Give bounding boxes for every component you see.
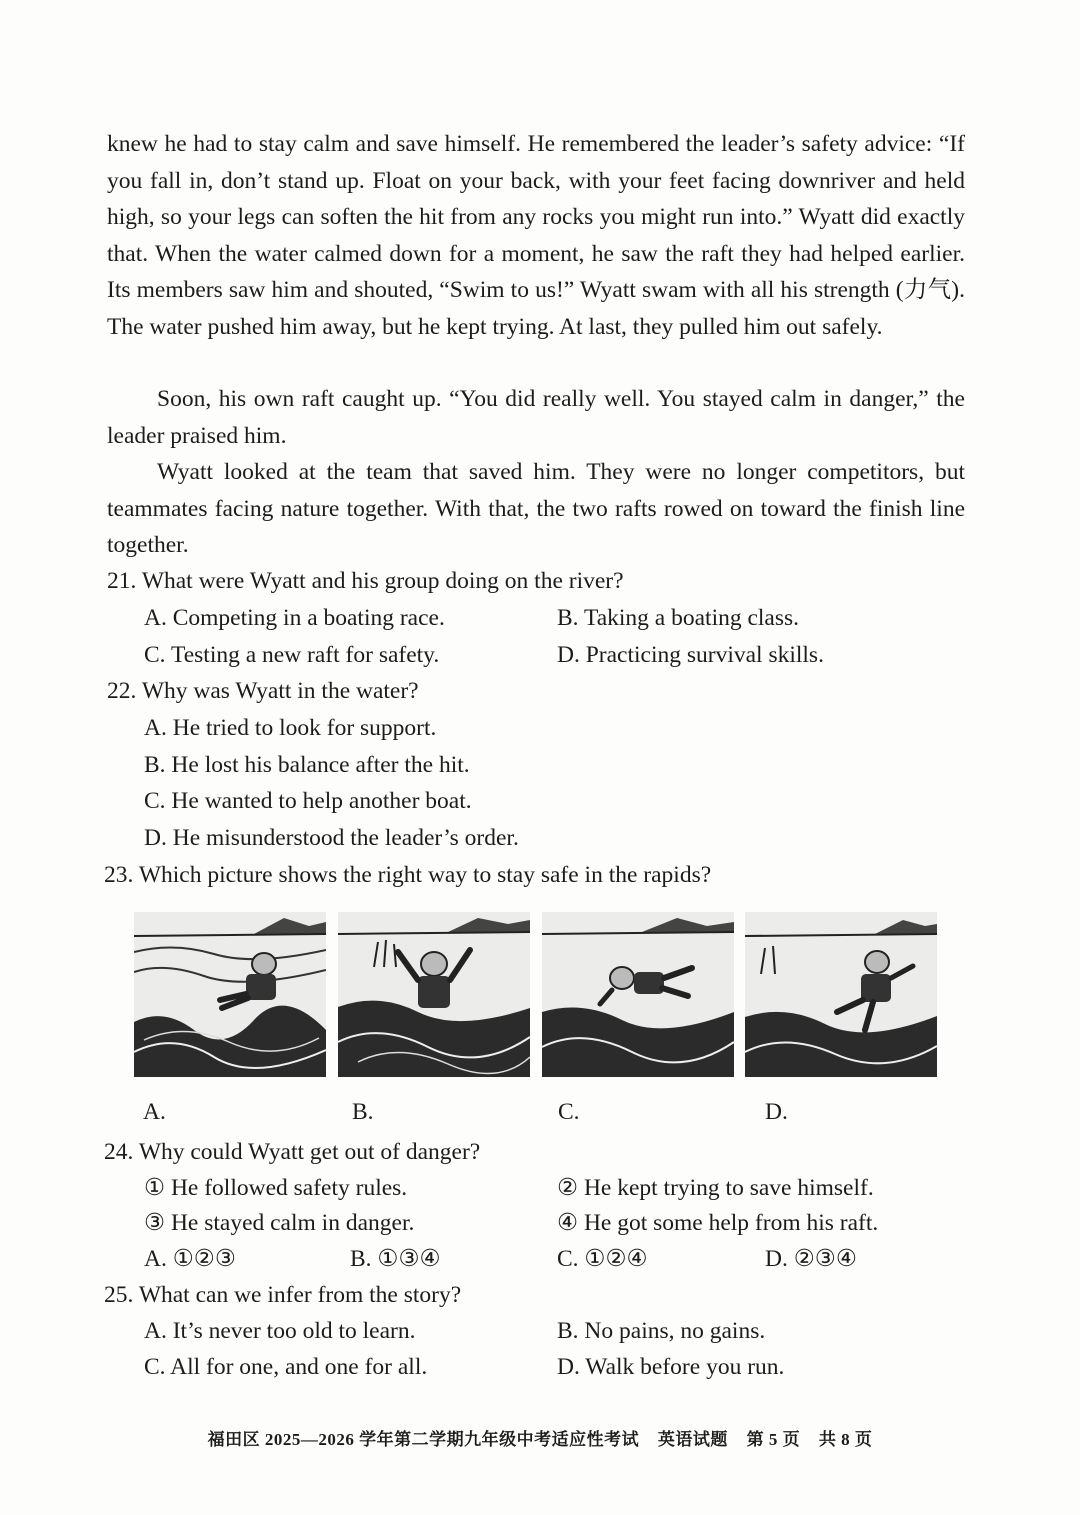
rapids-illustration-icon — [338, 912, 530, 1077]
footer-subject: 英语试题 — [657, 1430, 728, 1449]
passage-paragraph-3: Wyatt looked at the team that saved him. They were no longer competitors, but teammates facing nature together. With that, the two rafts rowed on toward the finish line together. — [107, 459, 965, 558]
picture-c-swimming-head-first — [542, 912, 734, 1077]
question-22-option-d: D. He misunderstood the leader’s order. — [144, 825, 519, 851]
picture-label-c: C. — [558, 1099, 580, 1125]
question-21-stem: 21. What were Wyatt and his group doing on the river? — [107, 568, 624, 594]
question-24-option-c: C. ①②④ — [557, 1246, 648, 1272]
question-21-option-c: C. Testing a new raft for safety. — [144, 642, 440, 668]
question-21-option-b: B. Taking a boating class. — [557, 605, 800, 631]
footer-exam-title: 福田区 2025—2026 学年第二学期九年级中考适应性考试 — [207, 1430, 640, 1449]
question-25-stem: 25. What can we infer from the story? — [104, 1282, 462, 1308]
passage-paragraph-2: Soon, his own raft caught up. “You did really well. You stayed calm in danger,” the leader praised him. — [107, 386, 965, 449]
question-24-statement-3: ③ He stayed calm in danger. — [144, 1210, 415, 1236]
question-24-option-a: A. ①②③ — [144, 1246, 236, 1272]
rapids-illustration-icon — [745, 912, 937, 1077]
page-footer — [0, 1428, 1080, 1452]
picture-label-b: B. — [352, 1099, 374, 1125]
question-21-option-a: A. Competing in a boating race. — [144, 605, 445, 631]
picture-a-floating-feet-first — [134, 912, 326, 1077]
question-25-option-b: B. No pains, no gains. — [557, 1318, 766, 1344]
question-24-option-b: B. ①③④ — [350, 1246, 441, 1272]
question-22-stem: 22. Why was Wyatt in the water? — [107, 678, 419, 704]
picture-label-a: A. — [143, 1099, 166, 1125]
question-23-stem: 23. Which picture shows the right way to stay safe in the rapids? — [104, 862, 712, 888]
question-22-option-b: B. He lost his balance after the hit. — [144, 752, 470, 778]
picture-label-d: D. — [765, 1099, 788, 1125]
picture-b-raising-arms — [338, 912, 530, 1077]
question-22-option-c: C. He wanted to help another boat. — [144, 788, 472, 814]
question-25-option-a: A. It’s never too old to learn. — [144, 1318, 416, 1344]
passage-paragraph-1: knew he had to stay calm and save himself. He remembered the leader’s safety advice: “If you fall in, don’t stand up. Float on your back, with your feet facing downriver and held high, so your legs can soften the hit from any rocks you might run into.” Wyatt did exactly that. When the water calmed down for a moment, he saw the raft they had helped earlier. Its members saw him and shouted, “Swim to us!” Wyatt swam with all his strength (力气). The water pushed him away, but he kept trying. At last, they pulled him out safely. — [107, 131, 965, 340]
question-25-option-d: D. Walk before you run. — [557, 1354, 785, 1380]
question-24-statement-2: ② He kept trying to save himself. — [557, 1175, 874, 1201]
rapids-illustration-icon — [134, 912, 326, 1077]
question-21-option-d: D. Practicing survival skills. — [557, 642, 824, 668]
footer-page-number: 第 5 页 — [746, 1430, 801, 1449]
question-24-statement-1: ① He followed safety rules. — [144, 1175, 408, 1201]
question-25-option-c: C. All for one, and one for all. — [144, 1354, 428, 1380]
question-24-stem: 24. Why could Wyatt get out of danger? — [104, 1139, 481, 1165]
picture-d-standing-up — [745, 912, 937, 1077]
question-24-statement-4: ④ He got some help from his raft. — [557, 1210, 879, 1236]
question-22-option-a: A. He tried to look for support. — [144, 715, 437, 741]
question-24-option-d: D. ②③④ — [765, 1246, 857, 1272]
rapids-illustration-icon — [542, 912, 734, 1077]
footer-total-pages: 共 8 页 — [818, 1430, 873, 1449]
